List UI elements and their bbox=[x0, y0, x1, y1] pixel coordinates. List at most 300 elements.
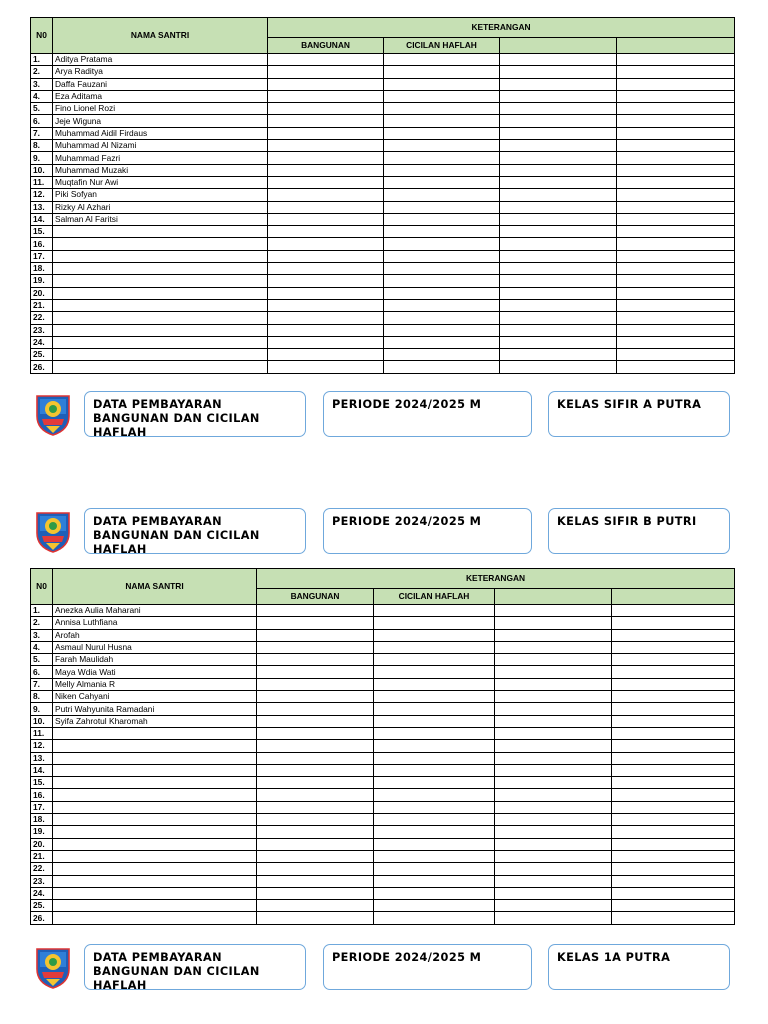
row-name: Niken Cahyani bbox=[53, 691, 257, 703]
cell-cicilan bbox=[374, 801, 495, 813]
row-name bbox=[53, 838, 257, 850]
cell-blank bbox=[612, 727, 735, 739]
cell-bangunan bbox=[268, 287, 384, 299]
table-row bbox=[31, 324, 735, 336]
cell-cicilan bbox=[384, 140, 500, 152]
cell-blank bbox=[495, 850, 612, 862]
cell-cicilan bbox=[374, 875, 495, 887]
cell-blank bbox=[500, 238, 617, 250]
cell-blank bbox=[612, 900, 735, 912]
cell-blank bbox=[612, 691, 735, 703]
cell-cicilan bbox=[374, 814, 495, 826]
cell-blank bbox=[495, 740, 612, 752]
cell-cicilan bbox=[384, 299, 500, 311]
table-row bbox=[31, 103, 735, 115]
cell-blank bbox=[495, 605, 612, 617]
cell-blank bbox=[500, 140, 617, 152]
table-row bbox=[31, 140, 735, 152]
row-name: Melly Almania R bbox=[53, 678, 257, 690]
row-number: 15. bbox=[31, 226, 53, 238]
row-name: Anezka Aulia Maharani bbox=[53, 605, 257, 617]
row-number: 14. bbox=[31, 764, 53, 776]
cell-blank bbox=[500, 275, 617, 287]
cell-blank bbox=[495, 654, 612, 666]
table-row bbox=[31, 887, 735, 899]
cell-blank bbox=[495, 801, 612, 813]
cell-cicilan bbox=[384, 152, 500, 164]
table-row bbox=[31, 336, 735, 348]
row-name bbox=[53, 299, 268, 311]
table-row bbox=[31, 164, 735, 176]
row-number: 9. bbox=[31, 703, 53, 715]
cell-bangunan bbox=[268, 54, 384, 66]
cell-bangunan bbox=[268, 90, 384, 102]
row-number: 25. bbox=[31, 349, 53, 361]
cell-blank bbox=[617, 164, 735, 176]
row-number: 18. bbox=[31, 814, 53, 826]
row-number: 17. bbox=[31, 250, 53, 262]
table-row bbox=[31, 740, 735, 752]
cell-cicilan bbox=[374, 912, 495, 924]
row-name bbox=[53, 789, 257, 801]
table-row bbox=[31, 238, 735, 250]
row-name: Arofah bbox=[53, 629, 257, 641]
header-blank-1 bbox=[495, 589, 612, 605]
cell-blank bbox=[612, 801, 735, 813]
cell-blank bbox=[500, 78, 617, 90]
cell-bangunan bbox=[268, 176, 384, 188]
cell-blank bbox=[495, 629, 612, 641]
table-row bbox=[31, 349, 735, 361]
cell-bangunan bbox=[268, 312, 384, 324]
table-row bbox=[31, 605, 735, 617]
cell-bangunan bbox=[257, 777, 374, 789]
cell-cicilan bbox=[374, 678, 495, 690]
cell-bangunan bbox=[257, 912, 374, 924]
row-number: 26. bbox=[31, 912, 53, 924]
cell-blank bbox=[617, 238, 735, 250]
cell-blank bbox=[495, 617, 612, 629]
cell-bangunan bbox=[268, 103, 384, 115]
row-name: Eza Aditama bbox=[53, 90, 268, 102]
cell-cicilan bbox=[384, 54, 500, 66]
table-row bbox=[31, 201, 735, 213]
cell-blank bbox=[495, 641, 612, 653]
table-row bbox=[31, 691, 735, 703]
cell-bangunan bbox=[257, 691, 374, 703]
header-blank-1 bbox=[500, 38, 617, 54]
row-number: 3. bbox=[31, 78, 53, 90]
row-number: 7. bbox=[31, 678, 53, 690]
cell-bangunan bbox=[257, 629, 374, 641]
cell-bangunan bbox=[268, 66, 384, 78]
cell-blank bbox=[612, 654, 735, 666]
row-name: Piki Sofyan bbox=[53, 189, 268, 201]
cell-cicilan bbox=[384, 66, 500, 78]
cell-blank bbox=[617, 250, 735, 262]
table-row bbox=[31, 727, 735, 739]
cell-blank bbox=[495, 727, 612, 739]
cell-blank bbox=[500, 189, 617, 201]
row-number: 12. bbox=[31, 189, 53, 201]
cell-blank bbox=[500, 361, 617, 373]
header-no: N0 bbox=[31, 18, 53, 54]
cell-blank bbox=[617, 336, 735, 348]
cell-cicilan bbox=[374, 617, 495, 629]
cell-blank bbox=[612, 789, 735, 801]
school-crest-icon bbox=[34, 509, 72, 553]
cell-blank bbox=[617, 312, 735, 324]
cell-blank bbox=[500, 176, 617, 188]
cell-cicilan bbox=[384, 287, 500, 299]
cell-bangunan bbox=[257, 654, 374, 666]
cell-bangunan bbox=[268, 250, 384, 262]
table-row bbox=[31, 275, 735, 287]
row-number: 15. bbox=[31, 777, 53, 789]
class-box: KELAS SIFIR B PUTRI bbox=[548, 508, 730, 554]
cell-bangunan bbox=[268, 275, 384, 287]
table-row bbox=[31, 838, 735, 850]
cell-blank bbox=[495, 838, 612, 850]
row-number: 20. bbox=[31, 838, 53, 850]
table-sifir-b bbox=[30, 568, 735, 925]
cell-cicilan bbox=[374, 789, 495, 801]
cell-bangunan bbox=[268, 299, 384, 311]
row-number: 18. bbox=[31, 263, 53, 275]
cell-blank bbox=[617, 152, 735, 164]
table-row bbox=[31, 250, 735, 262]
cell-cicilan bbox=[384, 213, 500, 225]
cell-cicilan bbox=[374, 838, 495, 850]
row-number: 5. bbox=[31, 654, 53, 666]
cell-blank bbox=[612, 764, 735, 776]
cell-blank bbox=[495, 691, 612, 703]
header-keterangan: KETERANGAN bbox=[268, 18, 735, 38]
table-row bbox=[31, 226, 735, 238]
row-number: 6. bbox=[31, 666, 53, 678]
row-name bbox=[53, 312, 268, 324]
cell-cicilan bbox=[374, 887, 495, 899]
cell-bangunan bbox=[257, 789, 374, 801]
table-row bbox=[31, 152, 735, 164]
table-row bbox=[31, 666, 735, 678]
cell-blank bbox=[617, 201, 735, 213]
row-number: 22. bbox=[31, 863, 53, 875]
row-name: Putri Wahyunita Ramadani bbox=[53, 703, 257, 715]
row-name: Muqtafin Nur Awi bbox=[53, 176, 268, 188]
cell-blank bbox=[612, 777, 735, 789]
cell-blank bbox=[617, 127, 735, 139]
table-row bbox=[31, 641, 735, 653]
table-row bbox=[31, 312, 735, 324]
cell-blank bbox=[500, 201, 617, 213]
cell-blank bbox=[495, 912, 612, 924]
cell-blank bbox=[495, 789, 612, 801]
cell-blank bbox=[495, 715, 612, 727]
row-name bbox=[53, 349, 268, 361]
row-number: 17. bbox=[31, 801, 53, 813]
cell-blank bbox=[495, 900, 612, 912]
row-name bbox=[53, 875, 257, 887]
cell-blank bbox=[495, 875, 612, 887]
cell-bangunan bbox=[268, 213, 384, 225]
cell-bangunan bbox=[257, 678, 374, 690]
row-number: 24. bbox=[31, 336, 53, 348]
cell-bangunan bbox=[257, 641, 374, 653]
cell-blank bbox=[617, 361, 735, 373]
row-name: Muhammad Muzaki bbox=[53, 164, 268, 176]
cell-cicilan bbox=[374, 900, 495, 912]
cell-cicilan bbox=[374, 654, 495, 666]
cell-blank bbox=[617, 349, 735, 361]
header-bangunan: BANGUNAN bbox=[257, 589, 374, 605]
cell-bangunan bbox=[257, 715, 374, 727]
row-number: 4. bbox=[31, 641, 53, 653]
cell-blank bbox=[612, 814, 735, 826]
row-name bbox=[53, 764, 257, 776]
row-name bbox=[53, 850, 257, 862]
table-row bbox=[31, 764, 735, 776]
row-name: Aditya Pratama bbox=[53, 54, 268, 66]
row-number: 23. bbox=[31, 875, 53, 887]
row-number: 6. bbox=[31, 115, 53, 127]
row-number: 7. bbox=[31, 127, 53, 139]
table-row bbox=[31, 875, 735, 887]
row-name bbox=[53, 912, 257, 924]
row-name: Muhammad Al Nizami bbox=[53, 140, 268, 152]
cell-cicilan bbox=[384, 78, 500, 90]
school-crest-icon bbox=[34, 392, 72, 436]
cell-cicilan bbox=[374, 629, 495, 641]
row-name: Jeje Wiguna bbox=[53, 115, 268, 127]
cell-blank bbox=[612, 740, 735, 752]
header-keterangan: KETERANGAN bbox=[257, 569, 735, 589]
cell-cicilan bbox=[384, 189, 500, 201]
table-row bbox=[31, 629, 735, 641]
table-row bbox=[31, 777, 735, 789]
cell-blank bbox=[495, 752, 612, 764]
row-name: Muhammad Fazri bbox=[53, 152, 268, 164]
row-number: 13. bbox=[31, 201, 53, 213]
cell-blank bbox=[612, 617, 735, 629]
table-row bbox=[31, 127, 735, 139]
row-name bbox=[53, 287, 268, 299]
table-row bbox=[31, 752, 735, 764]
header-blank-2 bbox=[612, 589, 735, 605]
table-row bbox=[31, 90, 735, 102]
cell-cicilan bbox=[384, 263, 500, 275]
row-number: 2. bbox=[31, 617, 53, 629]
table-row bbox=[31, 850, 735, 862]
table-row bbox=[31, 863, 735, 875]
cell-blank bbox=[612, 715, 735, 727]
row-number: 19. bbox=[31, 275, 53, 287]
row-name bbox=[53, 226, 268, 238]
row-number: 16. bbox=[31, 789, 53, 801]
cell-bangunan bbox=[257, 605, 374, 617]
row-number: 12. bbox=[31, 740, 53, 752]
cell-blank bbox=[500, 263, 617, 275]
cell-bangunan bbox=[268, 127, 384, 139]
table-row bbox=[31, 213, 735, 225]
cell-cicilan bbox=[384, 361, 500, 373]
cell-blank bbox=[500, 299, 617, 311]
school-crest-icon bbox=[34, 945, 72, 989]
cell-blank bbox=[500, 66, 617, 78]
cell-bangunan bbox=[268, 324, 384, 336]
row-number: 11. bbox=[31, 176, 53, 188]
row-number: 4. bbox=[31, 90, 53, 102]
cell-blank bbox=[617, 176, 735, 188]
header-no: N0 bbox=[31, 569, 53, 605]
class-box: KELAS 1A PUTRA bbox=[548, 944, 730, 990]
cell-blank bbox=[500, 90, 617, 102]
cell-blank bbox=[495, 826, 612, 838]
cell-bangunan bbox=[257, 826, 374, 838]
cell-bangunan bbox=[268, 164, 384, 176]
cell-bangunan bbox=[268, 336, 384, 348]
cell-blank bbox=[495, 703, 612, 715]
cell-bangunan bbox=[257, 703, 374, 715]
table-row bbox=[31, 912, 735, 924]
cell-cicilan bbox=[374, 752, 495, 764]
row-number: 9. bbox=[31, 152, 53, 164]
row-name bbox=[53, 740, 257, 752]
row-number: 1. bbox=[31, 605, 53, 617]
row-number: 26. bbox=[31, 361, 53, 373]
cell-blank bbox=[612, 629, 735, 641]
cell-bangunan bbox=[257, 801, 374, 813]
row-number: 10. bbox=[31, 715, 53, 727]
period-box: PERIODE 2024/2025 M bbox=[323, 944, 532, 990]
cell-cicilan bbox=[374, 727, 495, 739]
cell-blank bbox=[495, 666, 612, 678]
cell-blank bbox=[612, 887, 735, 899]
table-row bbox=[31, 287, 735, 299]
banner-sifir-a bbox=[30, 391, 734, 439]
cell-cicilan bbox=[384, 90, 500, 102]
cell-bangunan bbox=[257, 887, 374, 899]
row-number: 20. bbox=[31, 287, 53, 299]
cell-cicilan bbox=[374, 826, 495, 838]
cell-blank bbox=[617, 140, 735, 152]
row-name bbox=[53, 336, 268, 348]
cell-cicilan bbox=[384, 324, 500, 336]
row-number: 11. bbox=[31, 727, 53, 739]
cell-blank bbox=[500, 54, 617, 66]
table-row bbox=[31, 617, 735, 629]
row-name bbox=[53, 777, 257, 789]
row-name: Syifa Zahrotul Kharomah bbox=[53, 715, 257, 727]
cell-blank bbox=[500, 324, 617, 336]
period-box: PERIODE 2024/2025 M bbox=[323, 391, 532, 437]
cell-blank bbox=[495, 863, 612, 875]
cell-blank bbox=[500, 287, 617, 299]
cell-cicilan bbox=[374, 691, 495, 703]
cell-blank bbox=[617, 103, 735, 115]
cell-blank bbox=[495, 777, 612, 789]
row-name bbox=[53, 263, 268, 275]
cell-blank bbox=[612, 703, 735, 715]
table-row bbox=[31, 189, 735, 201]
title-box: DATA PEMBAYARAN BANGUNAN DAN CICILAN HAFLAH bbox=[84, 944, 306, 990]
row-number: 23. bbox=[31, 324, 53, 336]
cell-blank bbox=[500, 103, 617, 115]
row-name: Asmaul Nurul Husna bbox=[53, 641, 257, 653]
cell-blank bbox=[500, 164, 617, 176]
header-bangunan: BANGUNAN bbox=[268, 38, 384, 54]
cell-blank bbox=[617, 263, 735, 275]
cell-blank bbox=[495, 764, 612, 776]
row-name bbox=[53, 238, 268, 250]
row-name: Muhammad Aidil Firdaus bbox=[53, 127, 268, 139]
cell-blank bbox=[617, 54, 735, 66]
header-name: NAMA SANTRI bbox=[53, 18, 268, 54]
table-row bbox=[31, 814, 735, 826]
cell-bangunan bbox=[257, 752, 374, 764]
row-number: 21. bbox=[31, 850, 53, 862]
row-name: Farah Maulidah bbox=[53, 654, 257, 666]
cell-cicilan bbox=[374, 764, 495, 776]
cell-cicilan bbox=[384, 312, 500, 324]
table-row bbox=[31, 703, 735, 715]
cell-blank bbox=[500, 312, 617, 324]
cell-bangunan bbox=[257, 875, 374, 887]
cell-bangunan bbox=[268, 201, 384, 213]
cell-blank bbox=[500, 349, 617, 361]
cell-cicilan bbox=[374, 850, 495, 862]
row-name bbox=[53, 887, 257, 899]
cell-blank bbox=[500, 250, 617, 262]
cell-cicilan bbox=[374, 666, 495, 678]
cell-cicilan bbox=[384, 164, 500, 176]
cell-bangunan bbox=[257, 617, 374, 629]
cell-cicilan bbox=[384, 275, 500, 287]
cell-blank bbox=[612, 912, 735, 924]
row-number: 21. bbox=[31, 299, 53, 311]
cell-bangunan bbox=[268, 238, 384, 250]
row-number: 10. bbox=[31, 164, 53, 176]
cell-cicilan bbox=[384, 250, 500, 262]
table-body bbox=[31, 54, 735, 374]
table-row bbox=[31, 361, 735, 373]
cell-bangunan bbox=[268, 115, 384, 127]
cell-blank bbox=[500, 152, 617, 164]
cell-blank bbox=[495, 678, 612, 690]
cell-bangunan bbox=[257, 900, 374, 912]
cell-blank bbox=[495, 814, 612, 826]
cell-blank bbox=[617, 78, 735, 90]
cell-blank bbox=[612, 838, 735, 850]
row-number: 24. bbox=[31, 887, 53, 899]
cell-bangunan bbox=[257, 727, 374, 739]
row-number: 8. bbox=[31, 691, 53, 703]
header-name: NAMA SANTRI bbox=[53, 569, 257, 605]
row-name bbox=[53, 826, 257, 838]
row-name: Salman Al Faritsi bbox=[53, 213, 268, 225]
row-number: 19. bbox=[31, 826, 53, 838]
row-name bbox=[53, 863, 257, 875]
cell-bangunan bbox=[257, 838, 374, 850]
cell-blank bbox=[612, 678, 735, 690]
cell-cicilan bbox=[384, 103, 500, 115]
row-number: 25. bbox=[31, 900, 53, 912]
cell-bangunan bbox=[268, 78, 384, 90]
row-name: Annisa Luthfiana bbox=[53, 617, 257, 629]
cell-bangunan bbox=[268, 152, 384, 164]
row-name bbox=[53, 814, 257, 826]
cell-blank bbox=[617, 324, 735, 336]
